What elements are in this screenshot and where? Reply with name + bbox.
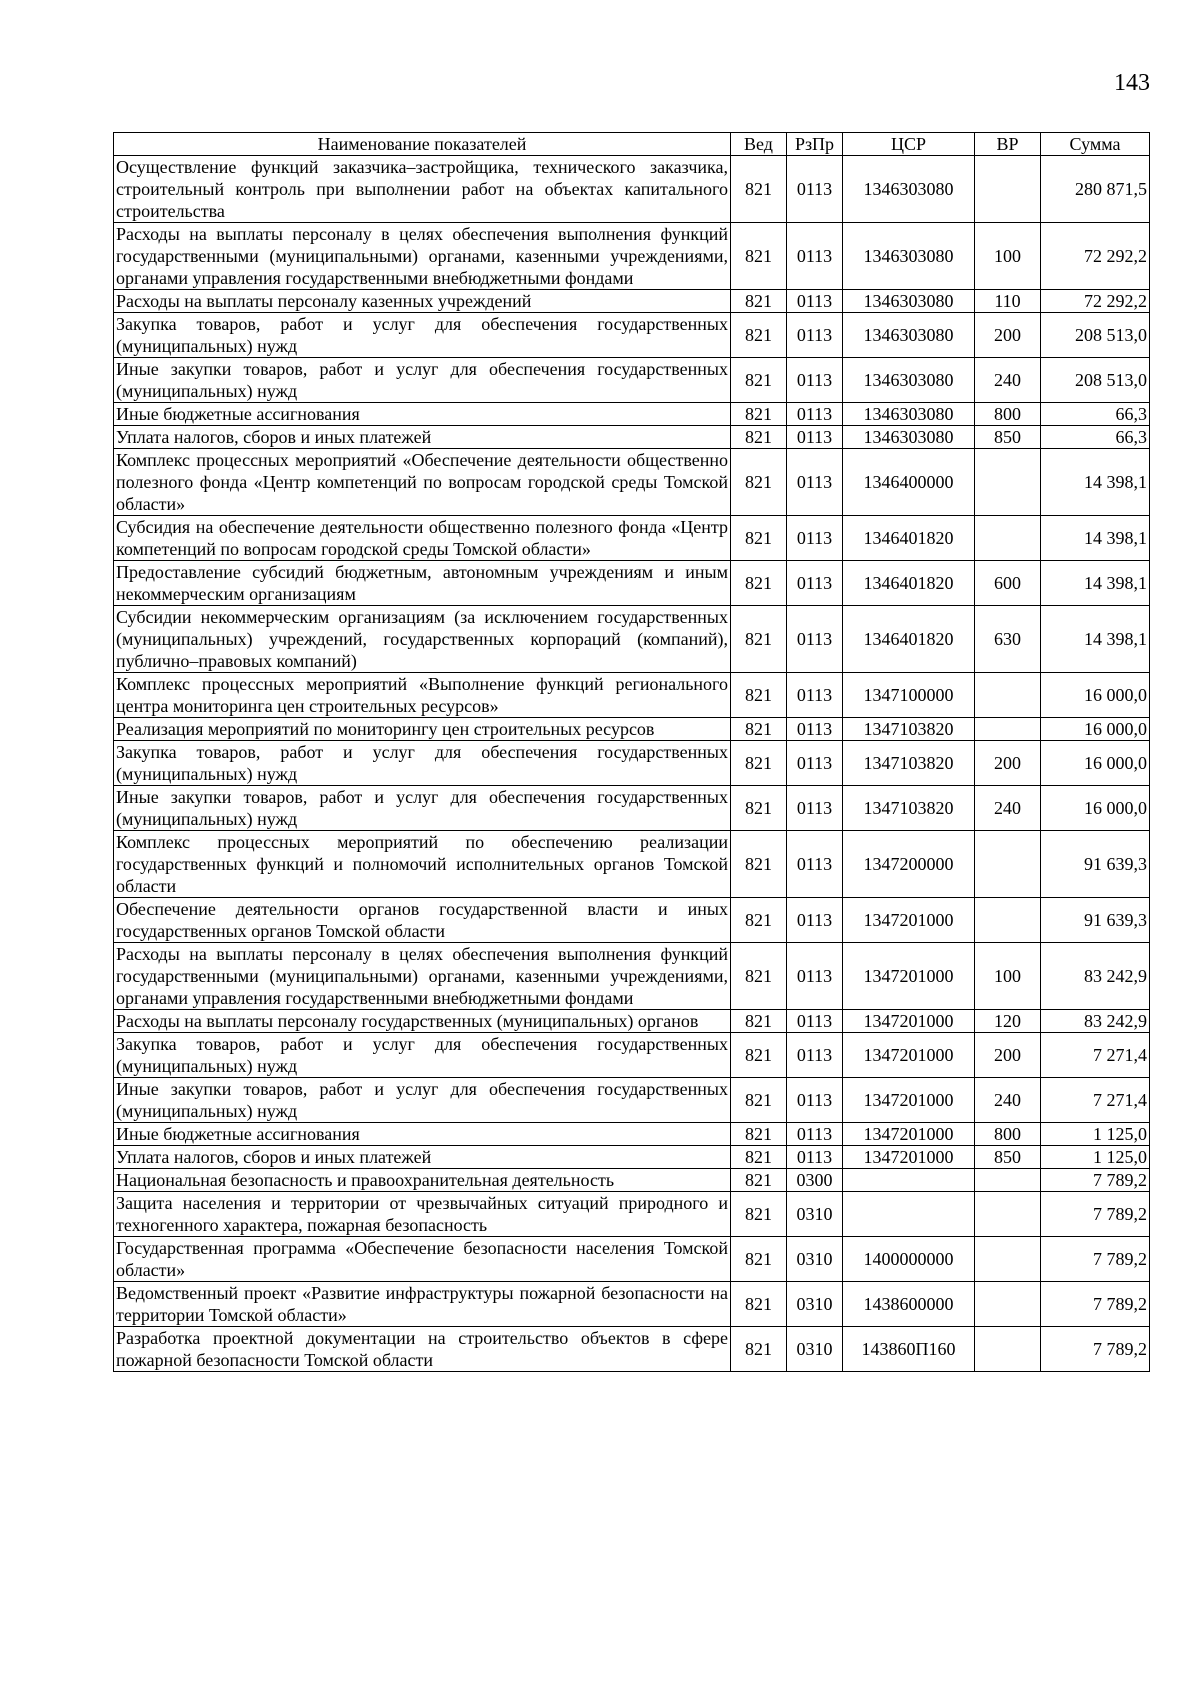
row-rzpr-cell: 0113 <box>787 943 843 1010</box>
row-csr-cell: 1346401820 <box>843 516 975 561</box>
row-rzpr-cell: 0113 <box>787 561 843 606</box>
row-csr-cell: 1347201000 <box>843 1010 975 1033</box>
table-row <box>114 673 1150 718</box>
row-vr-cell <box>975 156 1041 223</box>
row-vr-cell: 240 <box>975 1078 1041 1123</box>
row-name-cell: Комплекс процессных мероприятий «Обеспечение деятельности общественно полезного фонда «Центр компетенций по вопросам городской среды Томской области» <box>114 449 731 516</box>
row-csr-cell <box>843 1192 975 1237</box>
row-name-cell: Разработка проектной документации на строительство объектов в сфере пожарной безопасности Томской области <box>114 1327 731 1372</box>
row-ved-cell: 821 <box>731 786 787 831</box>
row-vr-cell <box>975 449 1041 516</box>
row-sum-cell: 72 292,2 <box>1041 290 1150 313</box>
row-name-cell: Закупка товаров, работ и услуг для обеспечения государственных (муниципальных) нужд <box>114 313 731 358</box>
row-csr-cell: 1346303080 <box>843 313 975 358</box>
row-ved-cell: 821 <box>731 1282 787 1327</box>
table-row <box>114 741 1150 786</box>
row-sum-cell: 66,3 <box>1041 403 1150 426</box>
row-csr-cell: 1346303080 <box>843 358 975 403</box>
row-csr-cell: 1347201000 <box>843 943 975 1010</box>
row-vr-cell: 100 <box>975 943 1041 1010</box>
row-name-cell: Закупка товаров, работ и услуг для обеспечения государственных (муниципальных) нужд <box>114 741 731 786</box>
row-ved-cell: 821 <box>731 898 787 943</box>
row-ved-cell: 821 <box>731 1078 787 1123</box>
table-row <box>114 449 1150 516</box>
row-csr-cell: 143860П160 <box>843 1327 975 1372</box>
row-sum-cell: 7 789,2 <box>1041 1192 1150 1237</box>
row-name-cell: Субсидии некоммерческим организациям (за исключением государственных (муниципальных) учреждений, государственных корпораций (компаний), публично–правовых компаний) <box>114 606 731 673</box>
row-sum-cell: 91 639,3 <box>1041 898 1150 943</box>
row-name-cell: Обеспечение деятельности органов государственной власти и иных государственных органов Томской области <box>114 898 731 943</box>
table-row <box>114 943 1150 1010</box>
row-ved-cell: 821 <box>731 741 787 786</box>
row-csr-cell: 1346303080 <box>843 223 975 290</box>
row-ved-cell: 821 <box>731 403 787 426</box>
row-vr-cell <box>975 1327 1041 1372</box>
row-name-cell: Ведомственный проект «Развитие инфраструктуры пожарной безопасности на территории Томской области» <box>114 1282 731 1327</box>
table-header-row <box>114 133 1150 156</box>
row-rzpr-cell: 0113 <box>787 426 843 449</box>
row-rzpr-cell: 0113 <box>787 1146 843 1169</box>
row-rzpr-cell: 0113 <box>787 313 843 358</box>
row-csr-cell: 1347201000 <box>843 1123 975 1146</box>
row-name-cell: Комплекс процессных мероприятий по обеспечению реализации государственных функций и полномочий исполнительных органов Томской области <box>114 831 731 898</box>
row-csr-cell: 1347103820 <box>843 786 975 831</box>
row-ved-cell: 821 <box>731 673 787 718</box>
row-ved-cell: 821 <box>731 426 787 449</box>
row-ved-cell: 821 <box>731 223 787 290</box>
row-rzpr-cell: 0113 <box>787 1010 843 1033</box>
table-row <box>114 1123 1150 1146</box>
table-row <box>114 1169 1150 1192</box>
row-rzpr-cell: 0113 <box>787 516 843 561</box>
table-row <box>114 403 1150 426</box>
row-name-cell: Субсидия на обеспечение деятельности общественно полезного фонда «Центр компетенций по вопросам городской среды Томской области» <box>114 516 731 561</box>
table-row <box>114 718 1150 741</box>
header-ved: Вед <box>731 133 787 156</box>
row-name-cell: Иные закупки товаров, работ и услуг для обеспечения государственных (муниципальных) нужд <box>114 786 731 831</box>
row-ved-cell: 821 <box>731 1192 787 1237</box>
row-rzpr-cell: 0113 <box>787 898 843 943</box>
table-row <box>114 561 1150 606</box>
table-row <box>114 786 1150 831</box>
table-row <box>114 1146 1150 1169</box>
row-sum-cell: 14 398,1 <box>1041 606 1150 673</box>
row-vr-cell: 850 <box>975 1146 1041 1169</box>
row-ved-cell: 821 <box>731 313 787 358</box>
row-csr-cell: 1346303080 <box>843 426 975 449</box>
table-row <box>114 223 1150 290</box>
row-vr-cell <box>975 1237 1041 1282</box>
row-rzpr-cell: 0300 <box>787 1169 843 1192</box>
row-ved-cell: 821 <box>731 1169 787 1192</box>
table-row <box>114 1033 1150 1078</box>
row-vr-cell: 200 <box>975 741 1041 786</box>
row-name-cell: Иные закупки товаров, работ и услуг для обеспечения государственных (муниципальных) нужд <box>114 358 731 403</box>
row-rzpr-cell: 0113 <box>787 290 843 313</box>
row-name-cell: Закупка товаров, работ и услуг для обеспечения государственных (муниципальных) нужд <box>114 1033 731 1078</box>
row-vr-cell: 110 <box>975 290 1041 313</box>
header-csr: ЦСР <box>843 133 975 156</box>
row-sum-cell: 91 639,3 <box>1041 831 1150 898</box>
table-row <box>114 1192 1150 1237</box>
row-sum-cell: 14 398,1 <box>1041 449 1150 516</box>
row-csr-cell: 1346303080 <box>843 403 975 426</box>
row-rzpr-cell: 0310 <box>787 1327 843 1372</box>
table-row <box>114 898 1150 943</box>
row-name-cell: Расходы на выплаты персоналу в целях обеспечения выполнения функций государственными (муниципальными) органами, казенными учреждениями, органами управления государственными внебюджетными фондами <box>114 223 731 290</box>
row-vr-cell: 600 <box>975 561 1041 606</box>
row-name-cell: Расходы на выплаты персоналу государственных (муниципальных) органов <box>114 1010 731 1033</box>
row-vr-cell <box>975 898 1041 943</box>
row-csr-cell: 1346303080 <box>843 290 975 313</box>
table-row <box>114 1078 1150 1123</box>
row-name-cell: Предоставление субсидий бюджетным, автономным учреждениям и иным некоммерческим организациям <box>114 561 731 606</box>
row-vr-cell <box>975 516 1041 561</box>
row-name-cell: Расходы на выплаты персоналу в целях обеспечения выполнения функций государственными (муниципальными) органами, казенными учреждениями, органами управления государственными внебюджетными фондами <box>114 943 731 1010</box>
row-ved-cell: 821 <box>731 1327 787 1372</box>
row-rzpr-cell: 0113 <box>787 156 843 223</box>
row-vr-cell <box>975 718 1041 741</box>
table-row <box>114 606 1150 673</box>
row-sum-cell: 16 000,0 <box>1041 741 1150 786</box>
row-rzpr-cell: 0113 <box>787 1033 843 1078</box>
header-rzpr: РзПр <box>787 133 843 156</box>
row-rzpr-cell: 0310 <box>787 1237 843 1282</box>
row-rzpr-cell: 0113 <box>787 831 843 898</box>
row-sum-cell: 1 125,0 <box>1041 1146 1150 1169</box>
row-sum-cell: 83 242,9 <box>1041 943 1150 1010</box>
row-ved-cell: 821 <box>731 449 787 516</box>
row-csr-cell: 1346400000 <box>843 449 975 516</box>
row-sum-cell: 7 789,2 <box>1041 1327 1150 1372</box>
row-sum-cell: 7 789,2 <box>1041 1169 1150 1192</box>
row-ved-cell: 821 <box>731 1033 787 1078</box>
row-csr-cell: 1438600000 <box>843 1282 975 1327</box>
table-row <box>114 1010 1150 1033</box>
row-sum-cell: 1 125,0 <box>1041 1123 1150 1146</box>
row-sum-cell: 7 789,2 <box>1041 1237 1150 1282</box>
row-name-cell: Уплата налогов, сборов и иных платежей <box>114 1146 731 1169</box>
header-name: Наименование показателей <box>114 133 731 156</box>
row-sum-cell: 16 000,0 <box>1041 673 1150 718</box>
row-ved-cell: 821 <box>731 606 787 673</box>
row-ved-cell: 821 <box>731 1010 787 1033</box>
row-ved-cell: 821 <box>731 1146 787 1169</box>
row-sum-cell: 7 271,4 <box>1041 1078 1150 1123</box>
row-name-cell: Иные бюджетные ассигнования <box>114 1123 731 1146</box>
row-sum-cell: 7 271,4 <box>1041 1033 1150 1078</box>
row-sum-cell: 16 000,0 <box>1041 786 1150 831</box>
row-name-cell: Осуществление функций заказчика–застройщика, технического заказчика, строительный контроль при выполнении работ на объектах капитального строительства <box>114 156 731 223</box>
row-ved-cell: 821 <box>731 290 787 313</box>
row-rzpr-cell: 0113 <box>787 606 843 673</box>
row-ved-cell: 821 <box>731 831 787 898</box>
table-row <box>114 1282 1150 1327</box>
row-ved-cell: 821 <box>731 358 787 403</box>
row-csr-cell: 1347103820 <box>843 741 975 786</box>
row-name-cell: Национальная безопасность и правоохранительная деятельность <box>114 1169 731 1192</box>
row-rzpr-cell: 0113 <box>787 358 843 403</box>
row-csr-cell: 1346401820 <box>843 561 975 606</box>
row-name-cell: Защита населения и территории от чрезвычайных ситуаций природного и техногенного характера, пожарная безопасность <box>114 1192 731 1237</box>
row-name-cell: Иные бюджетные ассигнования <box>114 403 731 426</box>
table-row <box>114 831 1150 898</box>
row-sum-cell: 14 398,1 <box>1041 516 1150 561</box>
row-vr-cell: 200 <box>975 313 1041 358</box>
row-vr-cell: 100 <box>975 223 1041 290</box>
table-row <box>114 290 1150 313</box>
row-ved-cell: 821 <box>731 943 787 1010</box>
row-name-cell: Иные закупки товаров, работ и услуг для обеспечения государственных (муниципальных) нужд <box>114 1078 731 1123</box>
row-rzpr-cell: 0113 <box>787 718 843 741</box>
table-row <box>114 1327 1150 1372</box>
row-csr-cell: 1347201000 <box>843 1033 975 1078</box>
page-number: 143 <box>1114 70 1150 96</box>
row-ved-cell: 821 <box>731 561 787 606</box>
row-sum-cell: 208 513,0 <box>1041 358 1150 403</box>
budget-table <box>113 132 1150 1372</box>
row-ved-cell: 821 <box>731 718 787 741</box>
row-sum-cell: 208 513,0 <box>1041 313 1150 358</box>
row-rzpr-cell: 0310 <box>787 1192 843 1237</box>
row-vr-cell: 240 <box>975 358 1041 403</box>
table-row <box>114 313 1150 358</box>
row-csr-cell: 1400000000 <box>843 1237 975 1282</box>
row-csr-cell: 1347201000 <box>843 1078 975 1123</box>
row-sum-cell: 7 789,2 <box>1041 1282 1150 1327</box>
row-vr-cell: 800 <box>975 403 1041 426</box>
table-row <box>114 358 1150 403</box>
row-rzpr-cell: 0113 <box>787 786 843 831</box>
row-name-cell: Расходы на выплаты персоналу казенных учреждений <box>114 290 731 313</box>
row-ved-cell: 821 <box>731 1237 787 1282</box>
table-row <box>114 1237 1150 1282</box>
row-sum-cell: 16 000,0 <box>1041 718 1150 741</box>
row-ved-cell: 821 <box>731 156 787 223</box>
row-vr-cell: 240 <box>975 786 1041 831</box>
row-vr-cell: 200 <box>975 1033 1041 1078</box>
row-name-cell: Государственная программа «Обеспечение безопасности населения Томской области» <box>114 1237 731 1282</box>
row-rzpr-cell: 0113 <box>787 673 843 718</box>
table-row <box>114 426 1150 449</box>
row-ved-cell: 821 <box>731 1123 787 1146</box>
row-sum-cell: 280 871,5 <box>1041 156 1150 223</box>
row-name-cell: Комплекс процессных мероприятий «Выполнение функций регионального центра мониторинга цен строительных ресурсов» <box>114 673 731 718</box>
header-sum: Сумма <box>1041 133 1150 156</box>
header-vr: ВР <box>975 133 1041 156</box>
row-sum-cell: 66,3 <box>1041 426 1150 449</box>
row-csr-cell <box>843 1169 975 1192</box>
row-rzpr-cell: 0113 <box>787 1078 843 1123</box>
row-sum-cell: 83 242,9 <box>1041 1010 1150 1033</box>
row-rzpr-cell: 0113 <box>787 403 843 426</box>
row-ved-cell: 821 <box>731 516 787 561</box>
row-sum-cell: 72 292,2 <box>1041 223 1150 290</box>
row-vr-cell <box>975 1192 1041 1237</box>
row-csr-cell: 1347100000 <box>843 673 975 718</box>
table-body <box>114 156 1150 1372</box>
row-rzpr-cell: 0113 <box>787 1123 843 1146</box>
row-name-cell: Уплата налогов, сборов и иных платежей <box>114 426 731 449</box>
row-vr-cell <box>975 831 1041 898</box>
row-sum-cell: 14 398,1 <box>1041 561 1150 606</box>
row-csr-cell: 1346401820 <box>843 606 975 673</box>
row-rzpr-cell: 0113 <box>787 223 843 290</box>
row-vr-cell: 120 <box>975 1010 1041 1033</box>
row-vr-cell: 630 <box>975 606 1041 673</box>
row-vr-cell: 800 <box>975 1123 1041 1146</box>
row-vr-cell: 850 <box>975 426 1041 449</box>
row-rzpr-cell: 0113 <box>787 449 843 516</box>
row-vr-cell <box>975 1282 1041 1327</box>
row-csr-cell: 1347201000 <box>843 898 975 943</box>
row-rzpr-cell: 0310 <box>787 1282 843 1327</box>
table-row <box>114 516 1150 561</box>
row-vr-cell <box>975 673 1041 718</box>
row-vr-cell <box>975 1169 1041 1192</box>
table-row <box>114 156 1150 223</box>
row-csr-cell: 1347201000 <box>843 1146 975 1169</box>
row-csr-cell: 1347200000 <box>843 831 975 898</box>
row-csr-cell: 1346303080 <box>843 156 975 223</box>
row-name-cell: Реализация мероприятий по мониторингу цен строительных ресурсов <box>114 718 731 741</box>
row-csr-cell: 1347103820 <box>843 718 975 741</box>
row-rzpr-cell: 0113 <box>787 741 843 786</box>
